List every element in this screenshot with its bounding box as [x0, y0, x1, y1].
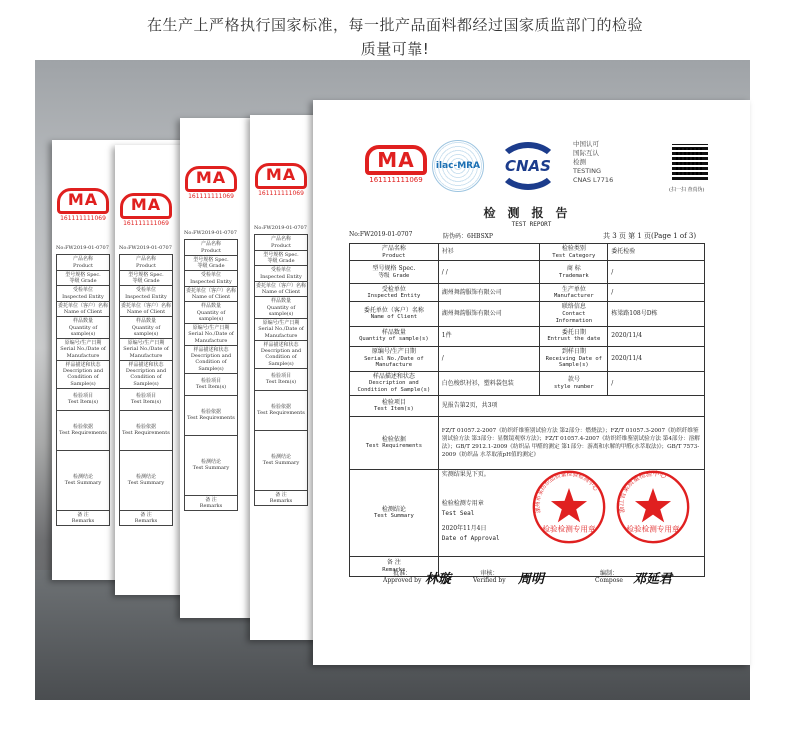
red-seal-stamp-2: [615, 469, 691, 545]
svg-text:检验检测专用章: 检验检测专用章: [542, 524, 596, 534]
table-row: 样品描述和状态 Description and Condition of Sample(s) 白色梭织衬衫，塑料袋包装 款号 style number /: [350, 371, 705, 395]
approved-signature: 林璇: [425, 572, 452, 587]
svg-text:检验检测专用章: 检验检测专用章: [626, 524, 680, 534]
compose-label: 编制： Compose: [595, 570, 623, 585]
back-report-body: No:FW2019-01-0707 产品名称 Product 型号规格 Spec. 等级 Grade 受检单位 Inspected Entity 委托单位（客户）名称 Name of Client 样品数量 Quantity of sample(s) 原编号/生产日期 Serial No./Date of Manufacture 样品描述和状态 Description and Condition of Sample(s) 检验项目 Test Item(s) 检验依据 Test Requirements 检测结论 Test Summary 备 注 Remarks: [184, 230, 237, 509]
back-report-body: No:FW2019-01-0707 产品名称 Product 型号规格 Spec. 等级 Grade 受检单位 Inspected Entity 委托单位（客户）名称 Name of Client 样品数量 Quantity of sample(s) 原编号/生产日期 Serial No./Date of Manufacture 样品描述和状态 Description and Condition of Sample(s) 检验项目 Test Item(s) 检验依据 Test Requirements 检测结论 Test Summary 备 注 Remarks: [254, 225, 307, 504]
headline-line-1: 在生产上严格执行国家标准，每一批产品面料都经过国家质监部门的检验: [146, 16, 643, 34]
report-title: 检测报告: [483, 206, 580, 220]
qr-code-icon[interactable]: [672, 144, 708, 180]
table-row: 样品数量 Quantity of sample(s) 1件 委托日期 Entrust the date 2020/11/4: [350, 326, 705, 346]
headline-line-2: 质量可靠!: [360, 40, 430, 58]
red-seal-stamp-1: [531, 469, 607, 545]
approved-by-label: 批准： Approved by: [383, 570, 422, 585]
table-row: 检验依据 Test Requirements FZ/T 01057.2-2007《纺织纤维鉴别试验方法 第2部分：燃烧法》；FZ/T 01057.3-2007《纺织纤维鉴别试验方法 第3部分：显微镜观察方法》；FZ/T 01057.4-2007《纺织纤维鉴别试验方法 第4部分：溶解法》；GB/T 2912.1-2009《纺织品 甲醛的测定 第1部分：游离和水解的甲醛(水萃取法)》；GB/T 7573-2009《纺织品 水萃取液pH值的测定》: [350, 416, 705, 469]
anti-fake-code: 防伪码：6HBSXP: [443, 233, 493, 240]
ma-logo: MA 161111111069: [255, 163, 307, 197]
report-subtitle: TEST REPORT: [511, 221, 552, 228]
table-row: 备 注 Remarks: [350, 556, 705, 576]
back-report-body: No:FW2019-01-0707 产品名称 Product 型号规格 Spec. 等级 Grade 受检单位 Inspected Entity 委托单位（客户）名称 Name of Client 样品数量 Quantity of sample(s) 原编号/生产日期 Serial No./Date of Manufacture 样品描述和状态 Description and Condition of Sample(s) 检验项目 Test Item(s) 检验依据 Test Requirements 检测结论 Test Summary 备 注 Remarks: [119, 245, 172, 524]
table-row: 原编号/生产日期 Serial No./Date of Manufacture / 到样日期 Receiving Date of Sample(s) 2020/11/4: [350, 346, 705, 371]
verified-signature: 周明: [518, 572, 545, 587]
ma-logo: MA 161111111069: [57, 188, 109, 222]
svg-text:浙江省某质量检验中心: 浙江省某质量检验中心: [617, 469, 668, 514]
table-row: 受检单位 Inspected Entity 湖州舞韵服饰有限公司 生产单位 Manufacturer /: [350, 284, 705, 302]
table-row: 产品名称 Product 衬衫 检验类别 Test Category 委托检验: [350, 244, 705, 261]
compose-signature: 邓延君: [633, 572, 673, 587]
page-info: 共 3 页 第 1 页(Page 1 of 3): [603, 232, 697, 240]
back-report-body: No:FW2019-01-0707 产品名称 Product 型号规格 Spec. 等级 Grade 受检单位 Inspected Entity 委托单位（客户）名称 Name of Client 样品数量 Quantity of sample(s) 原编号/生产日期 Serial No./Date of Manufacture 样品描述和状态 Description and Condition of Sample(s) 检验项目 Test Item(s) 检验依据 Test Requirements 检测结论 Test Summary 备 注 Remarks: [56, 245, 109, 524]
ilac-mra-logo: ilac-MRA: [432, 140, 484, 192]
table-row: 检测结论 Test Summary 实测结果见下页。 检验检测专用章 Test Seal 2020年11月4日 Date of Approval: [350, 469, 705, 556]
cnas-text: 中国认可 国际互认 检测 TESTING CNAS L7716: [573, 140, 614, 184]
ma-logo: MA 161111111069: [120, 193, 172, 227]
ma-logo: MA 161111111069: [365, 145, 427, 184]
qr-caption: (扫一扫 查真伪): [669, 187, 705, 193]
cnas-logo: CNAS: [497, 142, 559, 190]
verified-by-label: 审核： Verified by: [473, 570, 506, 585]
table-row: 型号规格 Spec. 等级 Grade / / 商 标 Trademark /: [350, 261, 705, 284]
table-row: 检验项目 Test Item(s) 见报告第2页，共3项: [350, 395, 705, 416]
report-number: No:FW2019-01-0707: [349, 231, 413, 238]
ma-logo: MA 161111111069: [185, 166, 237, 200]
test-report-front: [313, 100, 750, 665]
table-row: 委托单位（客户）名称 Name of Client 湖州舞韵服饰有限公司 联络信息 Contact Information 栋梁路108号D栋: [350, 302, 705, 326]
svg-text:湖州市某纺织品质量检验检测中心: 湖州市某纺织品质量检验检测中心: [535, 471, 599, 514]
